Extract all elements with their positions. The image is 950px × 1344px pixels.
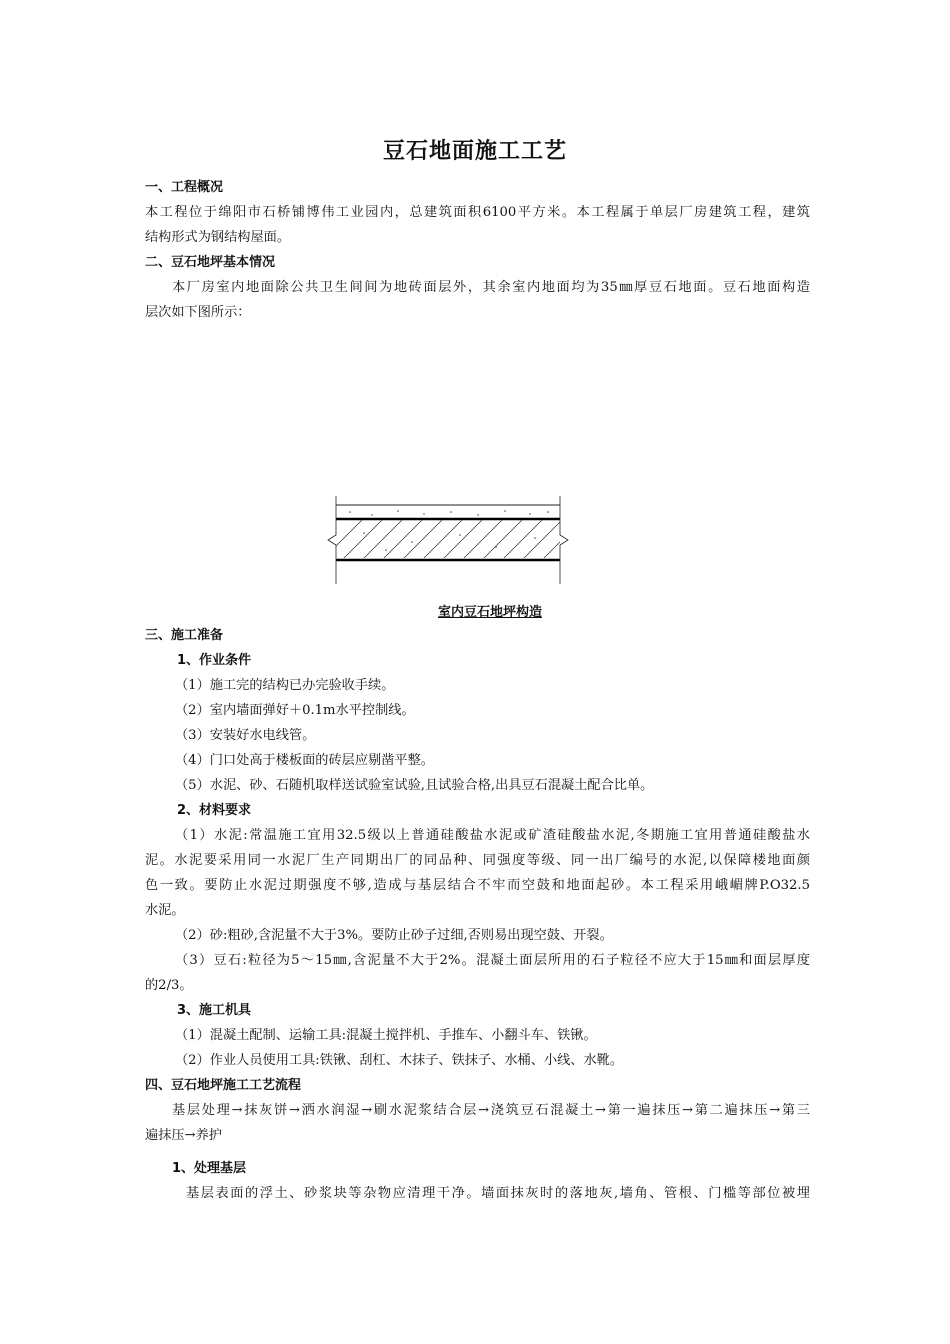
list-item: （4）门口处高于楼板面的砖层应剔凿平整。 bbox=[175, 753, 434, 768]
section-heading-overview: 一、工程概况 bbox=[145, 180, 224, 195]
floor-construction-diagram bbox=[320, 490, 580, 590]
subsection-heading-base-treatment: 1、处理基层 bbox=[172, 1161, 247, 1176]
paragraph-line: 本工程位于绵阳市石桥铺博伟工业园内，总建筑面积6100平方米。本工程属于单层厂房建筑工程，建筑 bbox=[145, 205, 810, 220]
paragraph-line: 遍抹压→养护 bbox=[145, 1128, 222, 1143]
paragraph-line: 结构形式为钢结构屋面。 bbox=[145, 230, 291, 245]
subsection-heading-conditions: 1、作业条件 bbox=[177, 653, 252, 668]
subsection-heading-tools: 3、施工机具 bbox=[177, 1003, 252, 1018]
paragraph-line: 色一致。要防止水泥过期强度不够,造成与基层结合不牢而空鼓和地面起砂。本工程采用峨嵋牌P.O32.5 bbox=[145, 878, 810, 893]
list-item: （2）作业人员使用工具:铁锹、刮杠、木抹子、铁抹子、水桶、小线、水靴。 bbox=[175, 1053, 624, 1068]
section-heading-preparation: 三、施工准备 bbox=[145, 628, 224, 643]
paragraph-line: 的2/3。 bbox=[145, 978, 193, 993]
figure-caption: 室内豆石地坪构造 bbox=[437, 605, 542, 620]
paragraph-line: 基层表面的浮土、砂浆块等杂物应清理干净。墙面抹灰时的落地灰,墙角、管根、门槛等部位被埋 bbox=[186, 1186, 810, 1201]
paragraph-line: 基层处理→抹灰饼→洒水润湿→刷水泥浆结合层→浇筑豆石混凝土→第一遍抹压→第二遍抹压→第三 bbox=[172, 1103, 810, 1118]
subsection-heading-materials: 2、材料要求 bbox=[177, 803, 252, 818]
paragraph-line: （1）水泥:常温施工宜用32.5级以上普通硅酸盐水泥或矿渣硅酸盐水泥,冬期施工宜用普通硅酸盐水 bbox=[175, 828, 810, 843]
list-item: （2）室内墙面弹好＋0.1m水平控制线。 bbox=[175, 703, 415, 718]
list-item: （1）施工完的结构已办完验收手续。 bbox=[175, 678, 395, 693]
list-item: （5）水泥、砂、石随机取样送试验室试验,且试验合格,出具豆石混凝土配合比单。 bbox=[175, 778, 654, 793]
paragraph-line: （2）砂:粗砂,含泥量不大于3%。要防止砂子过细,否则易出现空鼓、开裂。 bbox=[175, 928, 613, 943]
list-item: （3）安装好水电线管。 bbox=[175, 728, 316, 743]
paragraph-line: 本厂房室内地面除公共卫生间间为地砖面层外，其余室内地面均为35㎜厚豆石地面。豆石地面构造 bbox=[172, 280, 810, 295]
right-break-line bbox=[560, 496, 568, 584]
paragraph-line: （3）豆石:粒径为5～15㎜,含泥量不大于2%。混凝土面层所用的石子粒径不应大于15㎜和面层厚度 bbox=[175, 953, 810, 968]
left-break-line bbox=[328, 496, 336, 584]
paragraph-line: 层次如下图所示： bbox=[145, 305, 251, 320]
slab-hatching bbox=[320, 516, 580, 562]
list-item: （1）混凝土配制、运输工具:混凝土搅拌机、手推车、小翻斗车、铁锹。 bbox=[175, 1028, 597, 1043]
section-heading-process: 四、豆石地坪施工工艺流程 bbox=[145, 1078, 302, 1093]
document-title: 豆石地面施工工艺 bbox=[382, 139, 567, 164]
gravel-specks bbox=[349, 510, 549, 551]
section-heading-basic-info: 二、豆石地坪基本情况 bbox=[145, 255, 276, 270]
paragraph-line: 水泥。 bbox=[145, 903, 185, 918]
paragraph-line: 泥。水泥要采用同一水泥厂生产同期出厂的同品种、同强度等级、同一出厂编号的水泥,以保障楼地面颜 bbox=[145, 853, 810, 868]
